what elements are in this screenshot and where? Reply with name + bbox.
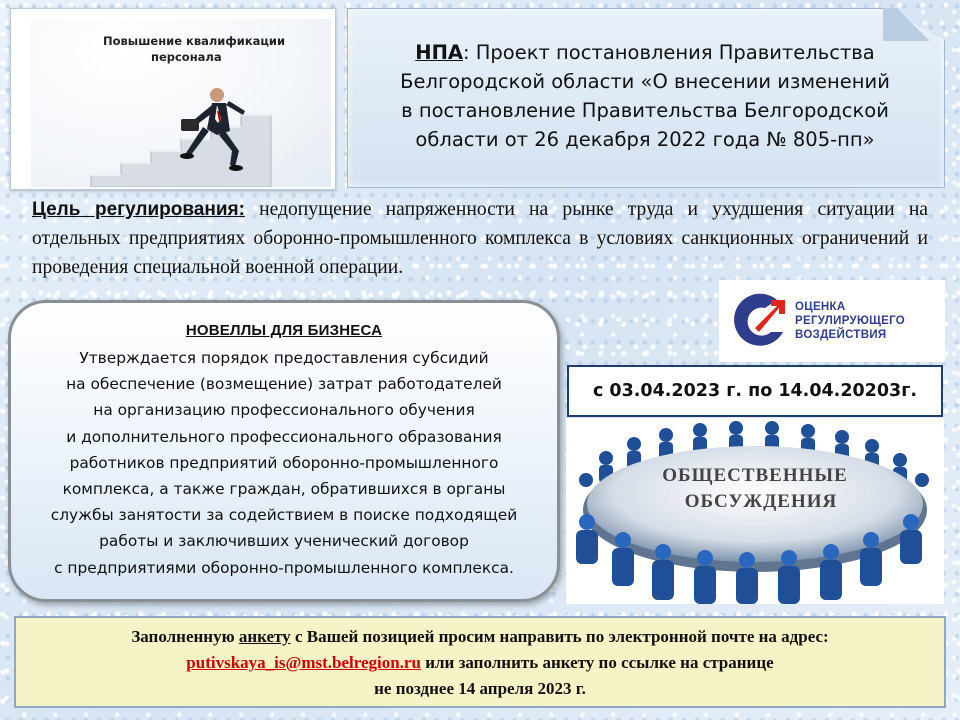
novelties-line: работников предприятий оборонно-промышленного: [69, 453, 499, 472]
orv-logo-line1: ОЦЕНКА: [795, 301, 846, 313]
goal-text: недопущение напряженности на рынке труда и ухудшения ситуации на отдельных предприятиях оборонно-промышленного комплекса в условиях санкционных ограничений и проведения специальной военной операции.: [32, 199, 928, 278]
questionnaire-request-text: [14, 624, 946, 702]
panel-corner-fold: [883, 8, 943, 41]
picture-caption-line2: персонала: [151, 50, 222, 64]
novelties-line: и дополнительного профессионального образования: [66, 427, 502, 446]
discussion-period-text: с 03.04.2023 г. по 14.04.20203г.: [592, 381, 918, 401]
cta-line2: [14, 650, 946, 676]
cta-line3: не позднее 14 апреля 2023 г.: [374, 679, 586, 698]
novelties-line: службы занятости за содействием в поиске подходящей: [50, 506, 518, 525]
round-table-illustration: [566, 418, 944, 604]
discussion-period-box: [567, 365, 943, 417]
npa-line2: Белгородской области «О внесении изменений: [400, 70, 890, 93]
cta-line1-part2: с Вашей позицией просим направить по электронной почте на адрес:: [290, 627, 829, 646]
regulation-goal-paragraph: [32, 195, 928, 282]
cta-line2-rest: или заполнить анкету по ссылке на странице: [420, 653, 774, 672]
orv-logo-line3: ВОЗДЕЙСТВИЯ: [795, 329, 887, 341]
novelties-title: НОВЕЛЛЫ ДЛЯ БИЗНЕСА: [185, 322, 383, 339]
orv-logo-icon: [725, 286, 795, 356]
stairs-businessman-illustration: [31, 19, 331, 187]
email-link[interactable]: putivskaya_is@mst.belregion.ru: [186, 653, 421, 672]
orv-logo-text: [795, 300, 905, 342]
cta-line1: [14, 624, 946, 650]
npa-label: НПА: [415, 41, 463, 64]
npa-line1-rest: : Проект постановления Правительства: [462, 41, 875, 64]
novelties-line: работы и заключивших ученический договор: [99, 532, 469, 551]
novelties-line: на организацию профессионального обучения: [93, 401, 475, 420]
picture-caption-line1: Повышение квалификации: [103, 34, 286, 48]
questionnaire-link[interactable]: анкету: [238, 627, 291, 646]
novelties-line: с предприятиями оборонно-промышленного комплекса.: [54, 558, 514, 577]
novelties-line: на обеспечение (возмещение) затрат работодателей: [66, 375, 502, 394]
novelties-text: [8, 345, 560, 581]
npa-line3: в постановление Правительства Белгородской: [401, 99, 889, 122]
discussion-title-line2: ОБСУЖДЕНИЯ: [684, 491, 838, 512]
orv-logo: [719, 280, 945, 362]
npa-title: [357, 38, 933, 154]
picture-background: [31, 19, 331, 187]
novelties-line: комплекса, а также граждан, обратившихся в органы: [62, 480, 506, 499]
cta-line1-part1: Заполненную: [131, 627, 239, 646]
discussion-title-line1: ОБЩЕСТВЕННЫЕ: [662, 465, 848, 486]
public-discussions-picture: [566, 418, 944, 604]
npa-line1: [357, 38, 933, 67]
npa-line4: области от 26 декабря 2022 года № 805-пп»: [415, 128, 875, 151]
orv-logo-line2: РЕГУЛИРУЮЩЕГО: [795, 315, 906, 327]
staff-training-picture: [10, 8, 336, 190]
novelties-line: Утверждается порядок предоставления субсидий: [79, 349, 489, 367]
goal-label: Цель регулирования:: [32, 199, 245, 220]
